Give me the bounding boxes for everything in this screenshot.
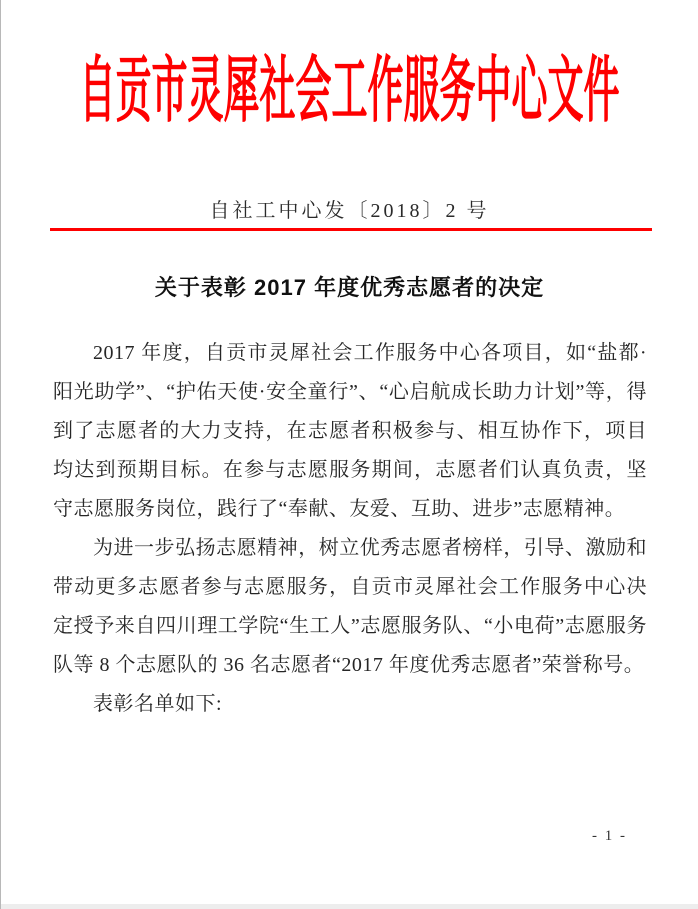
document-body: [53, 334, 647, 724]
body-paragraph-3: 表彰名单如下:: [93, 693, 223, 715]
page-number: - 1 -: [592, 828, 627, 844]
document-number: 自社工中心发〔2018〕2 号: [209, 200, 490, 222]
document-title: 关于表彰 2017 年度优秀志愿者的决定: [154, 275, 545, 300]
body-paragraph-2: 为进一步弘扬志愿精神，树立优秀志愿者榜样，引导、激励和带动更多志愿者参与志愿服务，自贡市灵犀社会工作服务中心决定授予来自四川理工学院“生工人”志愿服务队、“小电荷”志愿服务队等 8 个志愿队的 36 名志愿者“2017 年度优秀志愿者”荣誉称号。: [53, 537, 647, 676]
red-divider-line: [50, 228, 652, 231]
body-paragraph-1: 2017 年度，自贡市灵犀社会工作服务中心各项目，如“盐都·阳光助学”、“护佑天使·安全童行”、“心启航成长助力计划”等，得到了志愿者的大力支持，在志愿者积极参与、相互协作下，项目均达到预期目标。在参与志愿服务期间，志愿者们认真负责，坚守志愿服务岗位，践行了“奉献、友爱、互助、进步”志愿精神。: [53, 342, 647, 520]
letterhead-title: 自贡市灵犀社会工作服务中心文件: [79, 51, 620, 131]
